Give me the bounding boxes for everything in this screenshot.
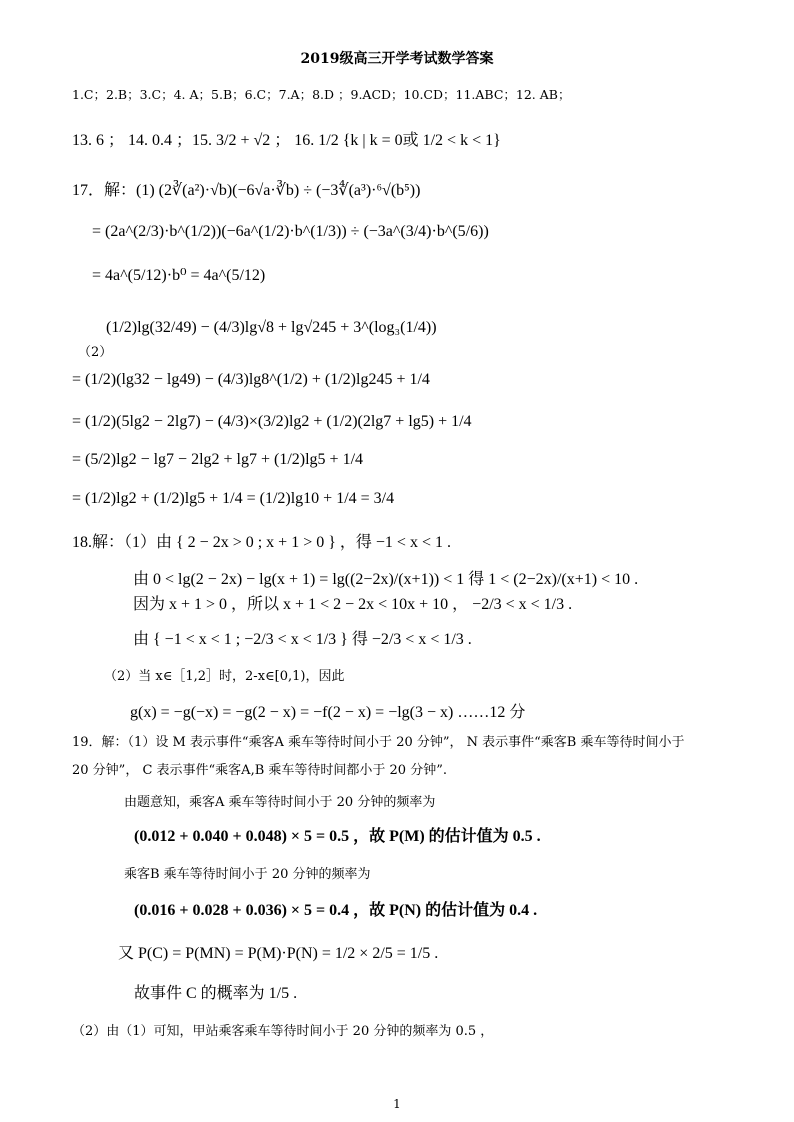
answer-line-17-4: (1/2)lg(32/49) − (4/3)lg√8 + lg√245 + 3^(log₃(1/4)) [106, 319, 437, 336]
answer-line-18-4: 由 { −1 < x < 1 ; −2/3 < x < 1/3 } 得 −2/3 < x < 1/3 . [133, 631, 472, 648]
page-title: 2019级高三开学考试数学答案 [300, 51, 494, 67]
answer-line-17-label: （2） [78, 345, 113, 360]
answer-line-choice: 1.C；2.B；3.C；4. A；5.B；6.C；7.A；8.D ；9.ACD；10.CD；11.ABC；12. AB； [72, 87, 571, 102]
answer-line-19-2: 20 分钟”， C 表示事件“乘客A,B 乘车等待时间都小于 20 分钟”. [72, 763, 447, 778]
answer-line-19-4: (0.012 + 0.040 + 0.048) × 5 = 0.5 ，故 P(M) 的估计值为 0.5 . [134, 828, 541, 845]
answer-line-17-5: = (1/2)(lg32 − lg49) − (4/3)lg8^(1/2) + (1/2)lg245 + 1/4 [72, 371, 430, 388]
answer-line-19-9: （2）由（1）可知，甲站乘客乘车等待时间小于 20 分钟的频率为 0.5 ， [72, 1024, 494, 1039]
page-number: 1 [393, 1097, 401, 1111]
answer-line-17-2: = (2a^(2/3)·b^(1/2))(−6a^(1/2)·b^(1/3)) ÷ (−3a^(3/4)·b^(5/6)) [92, 223, 489, 240]
answer-line-17-8: = (1/2)lg2 + (1/2)lg5 + 1/4 = (1/2)lg10 + 1/4 = 3/4 [72, 490, 395, 507]
answer-line-19-1: 19．解：（1）设 M 表示事件“乘客A 乘车等待时间小于 20 分钟”， N 表示事件“乘客B 乘车等待时间小于 [72, 735, 685, 750]
answer-line-19-8: 故事件 C 的概率为 1/5 . [134, 985, 298, 1002]
answer-line-19-3: 由题意知，乘客A 乘车等待时间小于 20 分钟的频率为 [124, 795, 436, 810]
answer-line-17-7: = (5/2)lg2 − lg7 − 2lg2 + lg7 + (1/2)lg5 + 1/4 [72, 451, 364, 468]
answer-line-17-3: = 4a^(5/12)·b⁰ = 4a^(5/12) [92, 267, 266, 284]
answer-line-18-3: 因为 x + 1 > 0 ，所以 x + 1 < 2 − 2x < 10x + 10 ， −2/3 < x < 1/3 . [133, 596, 573, 613]
answer-line-18-1: 18.解：（1）由 { 2 − 2x > 0 ; x + 1 > 0 } ，得 −1 < x < 1 . [72, 534, 451, 551]
answer-line-19-5: 乘客B 乘车等待时间小于 20 分钟的频率为 [124, 867, 371, 882]
answer-line-19-6: (0.016 + 0.028 + 0.036) × 5 = 0.4 ，故 P(N) 的估计值为 0.4 . [134, 902, 538, 919]
answer-line-18-6: g(x) = −g(−x) = −g(2 − x) = −f(2 − x) = −lg(3 − x) ……12 分 [130, 704, 526, 721]
answer-line-19-7: 又 P(C) = P(MN) = P(M)·P(N) = 1/2 × 2/5 = 1/5 . [118, 945, 439, 962]
answer-line-18-5: （2）当 x∈［1,2］时，2-x∈[0,1)，因此 [104, 669, 345, 684]
answer-line-18-2: 由 0 < lg(2 − 2x) − lg(x + 1) = lg((2−2x)/(x+1)) < 1 得 1 < (2−2x)/(x+1) < 10 . [133, 571, 639, 588]
answer-line-17-6: = (1/2)(5lg2 − 2lg7) − (4/3)×(3/2)lg2 + (1/2)(2lg7 + lg5) + 1/4 [72, 413, 472, 430]
answer-line-17-1: 17．解：(1) (2∛(a²)·√b)(−6√a·∛b) ÷ (−3∜(a³)·⁶√(b⁵)) [72, 182, 421, 199]
answer-line-fill: 13. 6 ； 14. 0.4 ；15. 3/2 + √2 ； 16. 1/2 {k | k = 0或 1/2 < k < 1} [72, 132, 501, 149]
